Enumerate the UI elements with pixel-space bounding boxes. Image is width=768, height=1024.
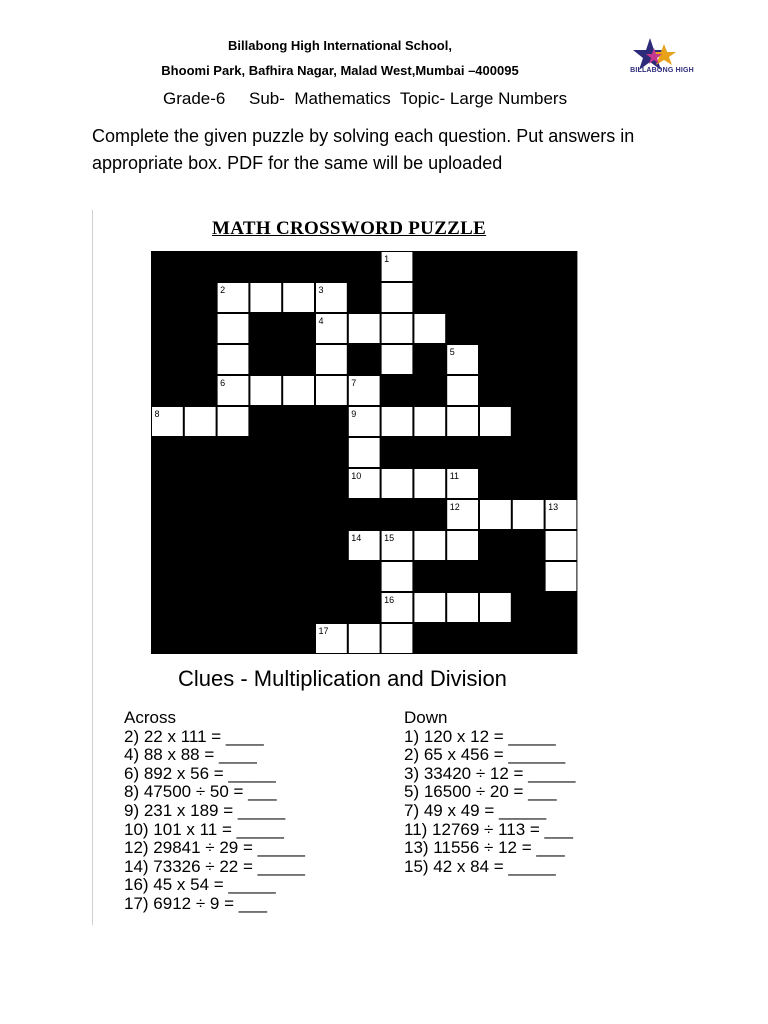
crossword-cell[interactable] bbox=[480, 407, 511, 436]
cell-number: 12 bbox=[449, 502, 460, 512]
crossword-cell[interactable] bbox=[447, 376, 478, 405]
crossword-cell[interactable] bbox=[480, 500, 511, 529]
across-clues bbox=[124, 709, 305, 914]
crossword-cell[interactable] bbox=[382, 624, 413, 653]
school-name: Billabong High International School, bbox=[228, 38, 452, 53]
crossword-cell[interactable] bbox=[414, 407, 445, 436]
down-clues bbox=[404, 709, 575, 876]
cell-number: 9 bbox=[351, 409, 357, 419]
cell-number: 13 bbox=[548, 502, 559, 512]
cell-number: 11 bbox=[449, 471, 460, 481]
page-margin-line bbox=[92, 210, 93, 925]
crossword-cell[interactable] bbox=[447, 407, 478, 436]
school-address-suffix: 5 bbox=[511, 63, 519, 78]
down-heading: Down bbox=[404, 708, 448, 727]
cell-number: 7 bbox=[351, 378, 357, 388]
cell-number: 4 bbox=[318, 316, 324, 326]
crossword-cell[interactable] bbox=[349, 314, 380, 343]
down-clue: 13) 11556 ÷ 12 = ___ bbox=[404, 838, 565, 858]
across-clue: 8) 47500 ÷ 50 = ___ bbox=[124, 782, 277, 802]
cell-number: 14 bbox=[351, 533, 362, 543]
crossword-cell[interactable] bbox=[250, 376, 281, 405]
crossword-cell[interactable] bbox=[316, 345, 347, 374]
down-clue: 1) 120 x 12 = _____ bbox=[404, 726, 556, 746]
crossword-cell[interactable] bbox=[414, 531, 445, 560]
crossword-cell[interactable] bbox=[414, 593, 445, 622]
down-clue: 5) 16500 ÷ 20 = ___ bbox=[404, 782, 557, 802]
down-clue: 15) 42 x 84 = _____ bbox=[404, 856, 556, 876]
across-clue: 9) 231 x 189 = _____ bbox=[124, 800, 286, 820]
across-clue: 2) 22 x 111 = ____ bbox=[124, 726, 264, 746]
crossword-cell[interactable] bbox=[218, 407, 249, 436]
crossword-cell[interactable] bbox=[349, 438, 380, 467]
crossword-cell[interactable] bbox=[349, 624, 380, 653]
cell-number: 3 bbox=[318, 285, 324, 295]
across-clue: 17) 6912 ÷ 9 = ___ bbox=[124, 893, 268, 913]
crossword-cell[interactable] bbox=[447, 531, 478, 560]
cell-number: 2 bbox=[220, 285, 226, 295]
crossword-cell[interactable] bbox=[414, 314, 445, 343]
crossword-grid bbox=[151, 251, 581, 655]
cell-number: 16 bbox=[384, 595, 395, 605]
crossword-cell[interactable] bbox=[218, 314, 249, 343]
crossword-cell[interactable] bbox=[382, 345, 413, 374]
school-address bbox=[0, 63, 680, 78]
crossword-cell[interactable] bbox=[480, 593, 511, 622]
crossword-cell[interactable] bbox=[283, 376, 314, 405]
cell-number: 10 bbox=[351, 471, 362, 481]
across-clue: 12) 29841 ÷ 29 = _____ bbox=[124, 838, 305, 858]
cell-number: 8 bbox=[154, 409, 160, 419]
crossword-cell[interactable] bbox=[316, 376, 347, 405]
across-heading: Across bbox=[124, 708, 176, 727]
clues-title: Clues - Multiplication and Division bbox=[178, 666, 507, 691]
across-clue: 10) 101 x 11 = _____ bbox=[124, 819, 284, 839]
across-clue: 4) 88 x 88 = ____ bbox=[124, 745, 257, 765]
cell-number: 1 bbox=[384, 254, 390, 264]
crossword-cell[interactable] bbox=[546, 531, 577, 560]
crossword-cell[interactable] bbox=[447, 593, 478, 622]
crossword-cell[interactable] bbox=[283, 283, 314, 312]
across-clue: 16) 45 x 54 = _____ bbox=[124, 875, 276, 895]
cell-number: 17 bbox=[318, 626, 329, 636]
logo-text: BILLABONG HIGH bbox=[630, 67, 694, 74]
across-clue: 14) 73326 ÷ 22 = _____ bbox=[124, 856, 305, 876]
subject-line: Grade-6 Sub- Mathematics Topic- Large Numbers bbox=[163, 89, 568, 108]
cell-number: 15 bbox=[384, 533, 395, 543]
crossword-cell[interactable] bbox=[218, 345, 249, 374]
crossword-cell[interactable] bbox=[185, 407, 216, 436]
crossword-cell[interactable] bbox=[382, 562, 413, 591]
crossword-cell[interactable] bbox=[250, 283, 281, 312]
down-clue: 3) 33420 ÷ 12 = _____ bbox=[404, 763, 576, 783]
crossword-cell[interactable] bbox=[382, 469, 413, 498]
down-clue: 7) 49 x 49 = _____ bbox=[404, 800, 547, 820]
cell-number: 5 bbox=[449, 347, 455, 357]
crossword-cell[interactable] bbox=[382, 314, 413, 343]
puzzle-title: MATH CROSSWORD PUZZLE bbox=[212, 218, 487, 239]
crossword-cell[interactable] bbox=[414, 469, 445, 498]
crossword-cell[interactable] bbox=[382, 407, 413, 436]
instructions-text: Complete the given puzzle by solving each question. Put answers in appropriate box. PDF for the same will be uploaded bbox=[92, 126, 635, 173]
school-address-text: Bhoomi Park, Bafhira Nagar, Malad West,Mumbai –40009 bbox=[161, 63, 512, 78]
down-clue: 2) 65 x 456 = ______ bbox=[404, 745, 566, 765]
crossword-cell[interactable] bbox=[513, 500, 544, 529]
down-clue: 11) 12769 ÷ 113 = ___ bbox=[404, 819, 573, 839]
cell-number: 6 bbox=[220, 378, 226, 388]
crossword-cell[interactable] bbox=[546, 562, 577, 591]
across-clue: 6) 892 x 56 = _____ bbox=[124, 763, 276, 783]
crossword-cell[interactable] bbox=[382, 283, 413, 312]
